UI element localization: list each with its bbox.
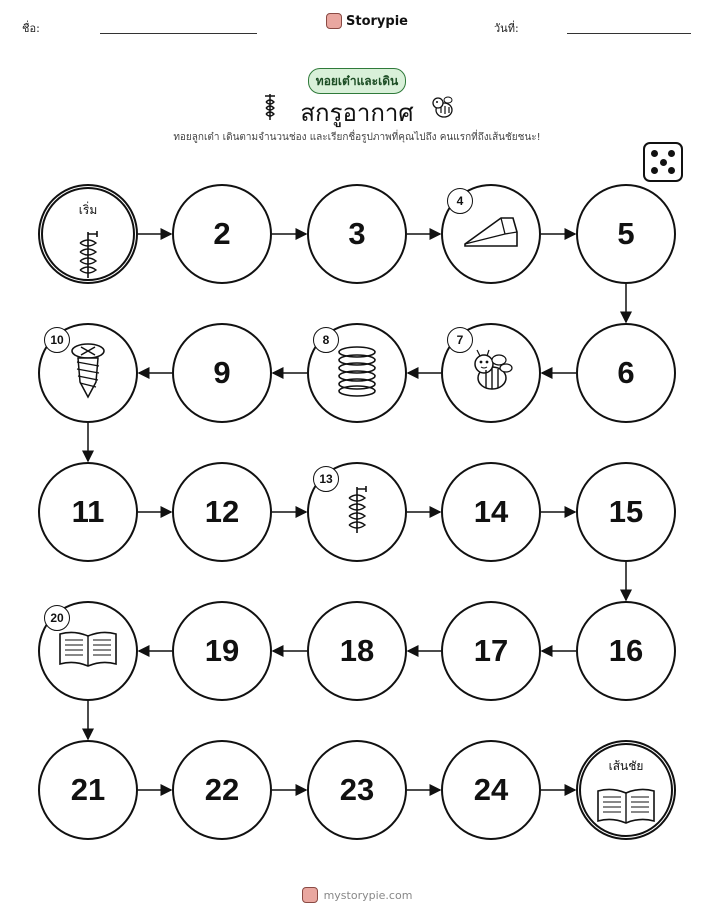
storypie-mascot-icon xyxy=(302,887,318,903)
space-number: 11 xyxy=(71,494,105,529)
space-number: 24 xyxy=(473,772,509,807)
space-number: 14 xyxy=(473,494,509,529)
board-space-10[interactable] xyxy=(38,323,138,423)
spring-icon xyxy=(334,344,380,402)
footer xyxy=(0,887,714,903)
board-space-19[interactable] xyxy=(172,601,272,701)
board-space-14[interactable] xyxy=(441,462,541,562)
finish-space[interactable] xyxy=(576,740,676,840)
board-space-2[interactable] xyxy=(172,184,272,284)
book-icon xyxy=(594,785,658,831)
board-space-23[interactable] xyxy=(307,740,407,840)
start-space[interactable] xyxy=(38,184,138,284)
instructions: ทอยลูกเต๋า เดินตามจำนวนช่อง และเรียกชื่อรูปภาพที่คุณไปถึง คนแรกที่ถึงเส้นชัยชนะ! xyxy=(173,132,541,143)
footer-site: mystorypie.com xyxy=(323,888,413,902)
space-number: 16 xyxy=(608,633,644,668)
space-number-badge: 20 xyxy=(44,605,70,631)
board-space-20[interactable] xyxy=(38,601,138,701)
board-space-21[interactable] xyxy=(38,740,138,840)
space-number: 21 xyxy=(70,772,106,807)
board-space-8[interactable] xyxy=(307,323,407,423)
book-icon xyxy=(56,628,120,674)
board-space-16[interactable] xyxy=(576,601,676,701)
board-space-9[interactable] xyxy=(172,323,272,423)
space-number: 23 xyxy=(339,772,375,807)
board-space-22[interactable] xyxy=(172,740,272,840)
space-number-badge: 7 xyxy=(447,327,473,353)
space-number-badge: 13 xyxy=(313,466,339,492)
date-label: วันที่: xyxy=(494,22,519,35)
space-number-badge: 8 xyxy=(313,327,339,353)
start-label: เริ่ม xyxy=(78,203,98,217)
space-number: 17 xyxy=(473,633,509,668)
brand-name: Storypie xyxy=(346,13,408,29)
space-number: 12 xyxy=(204,494,240,529)
space-number-badge: 10 xyxy=(44,327,70,353)
board-space-12[interactable] xyxy=(172,462,272,562)
bee-icon xyxy=(466,346,516,400)
space-number: 22 xyxy=(204,772,240,807)
space-number: 15 xyxy=(608,494,644,529)
space-number: 3 xyxy=(348,216,366,251)
board-space-17[interactable] xyxy=(441,601,541,701)
space-number: 5 xyxy=(617,216,635,251)
propeller-screw-icon xyxy=(344,484,370,540)
board-space-5[interactable] xyxy=(576,184,676,284)
board-space-7[interactable] xyxy=(441,323,541,423)
board-space-24[interactable] xyxy=(441,740,541,840)
wedge-icon xyxy=(461,212,521,256)
board-space-3[interactable] xyxy=(307,184,407,284)
board-space-15[interactable] xyxy=(576,462,676,562)
space-number-badge: 4 xyxy=(447,188,473,214)
space-number: 6 xyxy=(617,355,635,390)
board-space-4[interactable] xyxy=(441,184,541,284)
screw-icon xyxy=(68,342,108,404)
space-number: 18 xyxy=(339,633,375,668)
board-space-13[interactable] xyxy=(307,462,407,562)
name-label: ชื่อ: xyxy=(22,22,40,35)
board-space-11[interactable] xyxy=(38,462,138,562)
board-space-6[interactable] xyxy=(576,323,676,423)
page-title: สกรูอากาศ xyxy=(300,99,414,127)
board-space-18[interactable] xyxy=(307,601,407,701)
propeller-screw-icon xyxy=(75,229,101,285)
space-number: 2 xyxy=(213,216,231,251)
space-number: 19 xyxy=(204,633,240,668)
game-tag: ทอยเต๋าและเดิน xyxy=(308,68,406,94)
finish-label: เส้นชัย xyxy=(608,759,644,773)
space-number: 9 xyxy=(213,355,231,390)
